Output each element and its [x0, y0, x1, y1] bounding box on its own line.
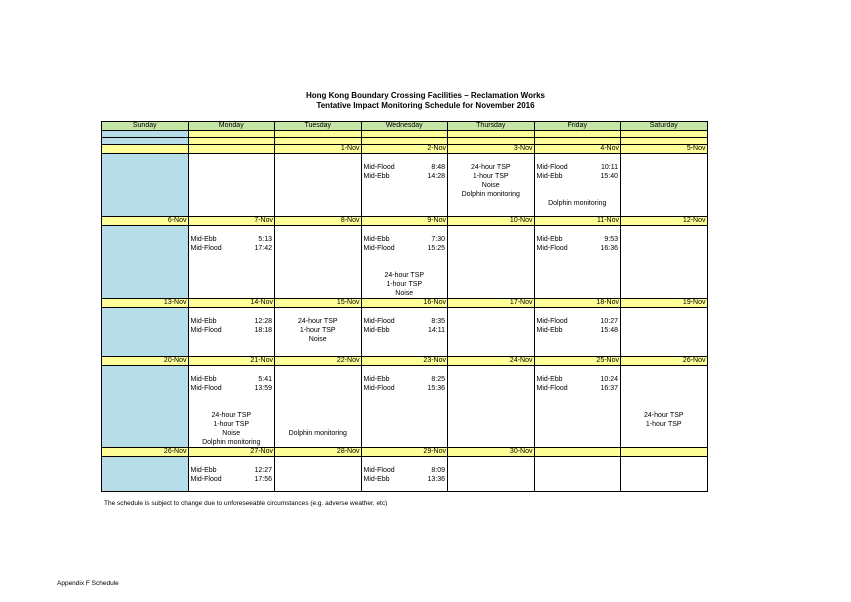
tide-entry: [362, 475, 448, 484]
tide-entry: [189, 235, 275, 244]
day-cell: [534, 226, 621, 299]
spacer-cell: [188, 138, 275, 145]
calendar-table: [101, 121, 708, 492]
tide-time: 17:42: [254, 245, 272, 252]
tide-label: Mid-Ebb: [536, 327, 563, 334]
tide-time: 14:11: [428, 327, 445, 334]
date-cell: 20-Nov: [102, 357, 189, 366]
date-cell: 5-Nov: [621, 145, 708, 154]
tide-time: 12:28: [254, 318, 272, 325]
day-content: [448, 308, 534, 357]
day-content: [275, 154, 361, 217]
tide-label: Mid-Flood: [190, 476, 222, 483]
day-content: [621, 154, 707, 217]
day-content: [189, 308, 275, 357]
date-cell: 15-Nov: [275, 299, 362, 308]
day-cell: [448, 457, 535, 492]
tide-time: 15:40: [600, 173, 618, 180]
tide-label: Mid-Flood: [536, 385, 568, 392]
tide-label: Mid-Ebb: [536, 376, 563, 383]
day-cell: [275, 366, 362, 448]
day-content: [621, 308, 707, 357]
tide-label: Mid-Flood: [363, 164, 395, 171]
date-row: [102, 217, 708, 226]
monitoring-activity: 24-hour TSP: [384, 272, 425, 279]
tide-label: Mid-Flood: [363, 318, 395, 325]
day-content: [535, 366, 621, 448]
day-cell: [275, 154, 362, 217]
day-cell: [621, 457, 708, 492]
tide-entry: [535, 244, 621, 253]
date-cell: 22-Nov: [275, 357, 362, 366]
date-cell: 19-Nov: [621, 299, 708, 308]
date-row: [102, 145, 708, 154]
day-cell: [361, 154, 448, 217]
monitoring-activity: 24-hour TSP: [297, 318, 338, 325]
date-cell: 26-Nov: [102, 448, 189, 457]
tide-time: 16:36: [600, 245, 618, 252]
tide-label: Mid-Ebb: [363, 236, 390, 243]
day-cell: [102, 366, 189, 448]
document-subtitle: Tentative Impact Monitoring Schedule for November 2016: [316, 101, 535, 110]
monitoring-activity: Dolphin monitoring: [202, 439, 261, 446]
spacer-cell: [534, 131, 621, 138]
date-cell: 4-Nov: [534, 145, 621, 154]
date-cell: 13-Nov: [102, 299, 189, 308]
tide-label: Mid-Ebb: [536, 236, 563, 243]
day-content: [102, 154, 188, 217]
weekday-header: Friday: [534, 122, 621, 131]
spacer-cell: [448, 131, 535, 138]
tide-time: 12:27: [254, 467, 272, 474]
tide-label: Mid-Ebb: [190, 376, 217, 383]
tide-entry: [362, 235, 448, 244]
spacer-cell: [621, 138, 708, 145]
day-cell: [188, 457, 275, 492]
monitoring-activity: 1-hour TSP: [299, 327, 336, 334]
weekday-header: Wednesday: [361, 122, 448, 131]
tide-label: Mid-Flood: [536, 245, 568, 252]
monitoring-activity: 1-hour TSP: [386, 281, 423, 288]
monitoring-activity: 1-hour TSP: [472, 173, 509, 180]
date-cell: 6-Nov: [102, 217, 189, 226]
tide-entry: [535, 384, 621, 393]
tide-time: 13:59: [254, 385, 272, 392]
day-cell: [361, 226, 448, 299]
day-content: [448, 457, 534, 492]
tide-label: Mid-Ebb: [363, 376, 390, 383]
date-cell: 30-Nov: [448, 448, 535, 457]
week-body-row: [102, 457, 708, 492]
day-cell: [534, 457, 621, 492]
tide-time: 10:24: [600, 376, 618, 383]
day-content: [362, 457, 448, 492]
tide-label: Mid-Ebb: [190, 236, 217, 243]
day-cell: [621, 154, 708, 217]
weekday-header: Sunday: [102, 122, 189, 131]
tide-entry: [362, 317, 448, 326]
day-cell: [621, 366, 708, 448]
day-content: [621, 366, 707, 448]
day-cell: [448, 154, 535, 217]
tide-entry: [189, 326, 275, 335]
day-content: [189, 154, 275, 217]
spacer-cell: [448, 138, 535, 145]
tide-entry: [189, 375, 275, 384]
monitoring-activity: [275, 384, 361, 393]
day-cell: [188, 308, 275, 357]
tide-label: Mid-Flood: [190, 327, 222, 334]
day-content: [102, 457, 188, 492]
weekday-header: Thursday: [448, 122, 535, 131]
day-cell: [534, 308, 621, 357]
spacer-cell: [275, 138, 362, 145]
tide-entry: [189, 475, 275, 484]
monitoring-activity: [275, 375, 361, 384]
tide-entry: [362, 466, 448, 475]
spacer-row: [102, 138, 708, 145]
gap: [535, 181, 621, 190]
appendix-footer: Appendix F Schedule: [57, 580, 119, 587]
tide-entry: [189, 244, 275, 253]
tide-time: 13:36: [427, 476, 445, 483]
day-cell: [361, 308, 448, 357]
tide-time: 9:53: [604, 236, 618, 243]
day-cell: [534, 366, 621, 448]
monitoring-activity: [535, 190, 621, 199]
date-cell: 8-Nov: [275, 217, 362, 226]
tide-entry: [189, 317, 275, 326]
day-content: [621, 457, 707, 492]
tide-entry: [189, 384, 275, 393]
tide-time: 7:30: [431, 236, 445, 243]
monitoring-activity: Noise: [395, 290, 414, 297]
tide-label: Mid-Ebb: [363, 476, 390, 483]
tide-label: Mid-Ebb: [363, 173, 390, 180]
monitoring-activity: [621, 375, 707, 384]
tide-label: Mid-Ebb: [536, 173, 563, 180]
weekday-header: Monday: [188, 122, 275, 131]
spacer-cell: [361, 131, 448, 138]
monitoring-activity: [275, 420, 361, 429]
tide-label: Mid-Flood: [363, 245, 395, 252]
date-cell: [534, 448, 621, 457]
day-content: [448, 226, 534, 299]
week-body-row: [102, 226, 708, 299]
tide-entry: [535, 235, 621, 244]
day-content: [448, 154, 534, 217]
monitoring-activity: 24-hour TSP: [211, 412, 252, 419]
date-cell: 14-Nov: [188, 299, 275, 308]
spacer-cell: [534, 138, 621, 145]
tide-label: Mid-Flood: [363, 467, 395, 474]
spacer-cell: [188, 131, 275, 138]
monitoring-activity: Noise: [222, 430, 241, 437]
monitoring-activity: Dolphin monitoring: [461, 191, 520, 198]
day-cell: [102, 226, 189, 299]
tide-time: 10:27: [600, 318, 618, 325]
spacer-cell: [275, 131, 362, 138]
date-cell: 26-Nov: [621, 357, 708, 366]
tide-label: Mid-Flood: [536, 318, 568, 325]
date-cell: 29-Nov: [361, 448, 448, 457]
date-cell: 11-Nov: [534, 217, 621, 226]
date-cell: [621, 448, 708, 457]
day-content: [275, 308, 361, 357]
date-cell: 18-Nov: [534, 299, 621, 308]
date-cell: 7-Nov: [188, 217, 275, 226]
day-content: [535, 154, 621, 217]
day-content: [362, 366, 448, 448]
date-cell: [188, 145, 275, 154]
tide-entry: [535, 326, 621, 335]
monitoring-activity: Dolphin monitoring: [288, 430, 347, 437]
date-cell: 17-Nov: [448, 299, 535, 308]
spacer-cell: [361, 138, 448, 145]
tide-entry: [362, 384, 448, 393]
day-content: [102, 366, 188, 448]
monitoring-activity: [275, 411, 361, 420]
monitoring-activity: 24-hour TSP: [470, 164, 511, 171]
day-content: [535, 308, 621, 357]
day-cell: [448, 308, 535, 357]
week-body-row: [102, 308, 708, 357]
date-cell: 1-Nov: [275, 145, 362, 154]
day-cell: [188, 366, 275, 448]
day-content: [189, 226, 275, 299]
day-content: [189, 366, 275, 448]
day-content: [621, 226, 707, 299]
day-cell: [448, 366, 535, 448]
day-content: [275, 226, 361, 299]
weekday-header: Saturday: [621, 122, 708, 131]
tide-time: 5:41: [258, 376, 272, 383]
day-content: [275, 366, 361, 448]
day-cell: [188, 154, 275, 217]
tide-time: 15:25: [427, 245, 445, 252]
date-row: [102, 299, 708, 308]
tide-time: 18:18: [254, 327, 272, 334]
document-title: Hong Kong Boundary Crossing Facilities – Reclamation Works: [305, 91, 545, 100]
monitoring-activity: 1-hour TSP: [645, 421, 682, 428]
tide-entry: [362, 244, 448, 253]
tide-label: Mid-Ebb: [363, 327, 390, 334]
date-cell: 23-Nov: [361, 357, 448, 366]
day-content: [362, 308, 448, 357]
day-cell: [102, 308, 189, 357]
date-cell: 3-Nov: [448, 145, 535, 154]
tide-time: 8:48: [431, 164, 445, 171]
day-cell: [102, 154, 189, 217]
date-cell: 24-Nov: [448, 357, 535, 366]
day-content: [362, 154, 448, 217]
monitoring-activity: [621, 393, 707, 402]
day-content: [102, 308, 188, 357]
monitoring-activity: [189, 402, 275, 411]
date-row: [102, 448, 708, 457]
monitoring-activity: Noise: [481, 182, 500, 189]
day-cell: [621, 308, 708, 357]
monitoring-activity: Noise: [308, 336, 327, 343]
tide-time: 16:37: [600, 385, 618, 392]
tide-entry: [362, 375, 448, 384]
tide-time: 8:35: [431, 318, 445, 325]
tide-entry: [535, 375, 621, 384]
tide-time: 14:28: [427, 173, 445, 180]
tide-time: 17:56: [254, 476, 272, 483]
day-content: [535, 457, 621, 492]
tide-label: Mid-Flood: [536, 164, 568, 171]
monitoring-activity: [275, 402, 361, 411]
tide-label: Mid-Flood: [190, 385, 222, 392]
monitoring-activity: [275, 393, 361, 402]
day-content: [535, 226, 621, 299]
date-cell: [102, 145, 189, 154]
day-cell: [275, 226, 362, 299]
day-content: [275, 457, 361, 492]
tide-label: Mid-Ebb: [190, 467, 217, 474]
date-cell: 9-Nov: [361, 217, 448, 226]
date-cell: 21-Nov: [188, 357, 275, 366]
day-content: [362, 226, 448, 299]
spacer-cell: [102, 138, 189, 145]
tide-entry: [535, 317, 621, 326]
spacer-cell: [102, 131, 189, 138]
monitoring-activity: [621, 402, 707, 411]
day-content: [102, 226, 188, 299]
tide-label: Mid-Ebb: [190, 318, 217, 325]
monitoring-activity: Dolphin monitoring: [548, 200, 607, 207]
tide-time: 10:11: [601, 164, 618, 171]
day-cell: [361, 366, 448, 448]
monitoring-activity: 24-hour TSP: [643, 412, 684, 419]
tide-time: 15:48: [600, 327, 618, 334]
monitoring-activity: [621, 384, 707, 393]
tide-entry: [535, 163, 621, 172]
day-cell: [188, 226, 275, 299]
date-cell: 10-Nov: [448, 217, 535, 226]
tide-entry: [189, 466, 275, 475]
day-cell: [275, 308, 362, 357]
day-cell: [275, 457, 362, 492]
schedule-note: The schedule is subject to change due to unforeseeable circumstances (e.g. adverse weather, etc): [104, 500, 388, 507]
date-cell: 16-Nov: [361, 299, 448, 308]
tide-time: 8:09: [431, 467, 445, 474]
day-cell: [361, 457, 448, 492]
tide-entry: [362, 172, 448, 181]
spacer-row: [102, 131, 708, 138]
tide-entry: [362, 326, 448, 335]
gap: [189, 393, 275, 402]
tide-entry: [362, 163, 448, 172]
date-cell: 27-Nov: [188, 448, 275, 457]
tide-time: 15:36: [427, 385, 445, 392]
date-cell: 12-Nov: [621, 217, 708, 226]
day-cell: [621, 226, 708, 299]
weekday-header: Tuesday: [275, 122, 362, 131]
tide-label: Mid-Flood: [190, 245, 222, 252]
date-row: [102, 357, 708, 366]
tide-entry: [535, 172, 621, 181]
date-cell: 2-Nov: [361, 145, 448, 154]
week-body-row: [102, 154, 708, 217]
day-cell: [102, 457, 189, 492]
date-cell: 25-Nov: [534, 357, 621, 366]
spacer-cell: [621, 131, 708, 138]
date-cell: 28-Nov: [275, 448, 362, 457]
weekday-header-row: [102, 122, 708, 131]
monitoring-activity: [362, 262, 448, 271]
tide-label: Mid-Flood: [363, 385, 395, 392]
day-content: [448, 366, 534, 448]
tide-time: 5:13: [258, 236, 272, 243]
day-cell: [534, 154, 621, 217]
tide-time: 8:25: [431, 376, 445, 383]
day-content: [189, 457, 275, 492]
day-cell: [448, 226, 535, 299]
gap: [362, 253, 448, 262]
monitoring-activity: 1-hour TSP: [213, 421, 250, 428]
week-body-row: [102, 366, 708, 448]
